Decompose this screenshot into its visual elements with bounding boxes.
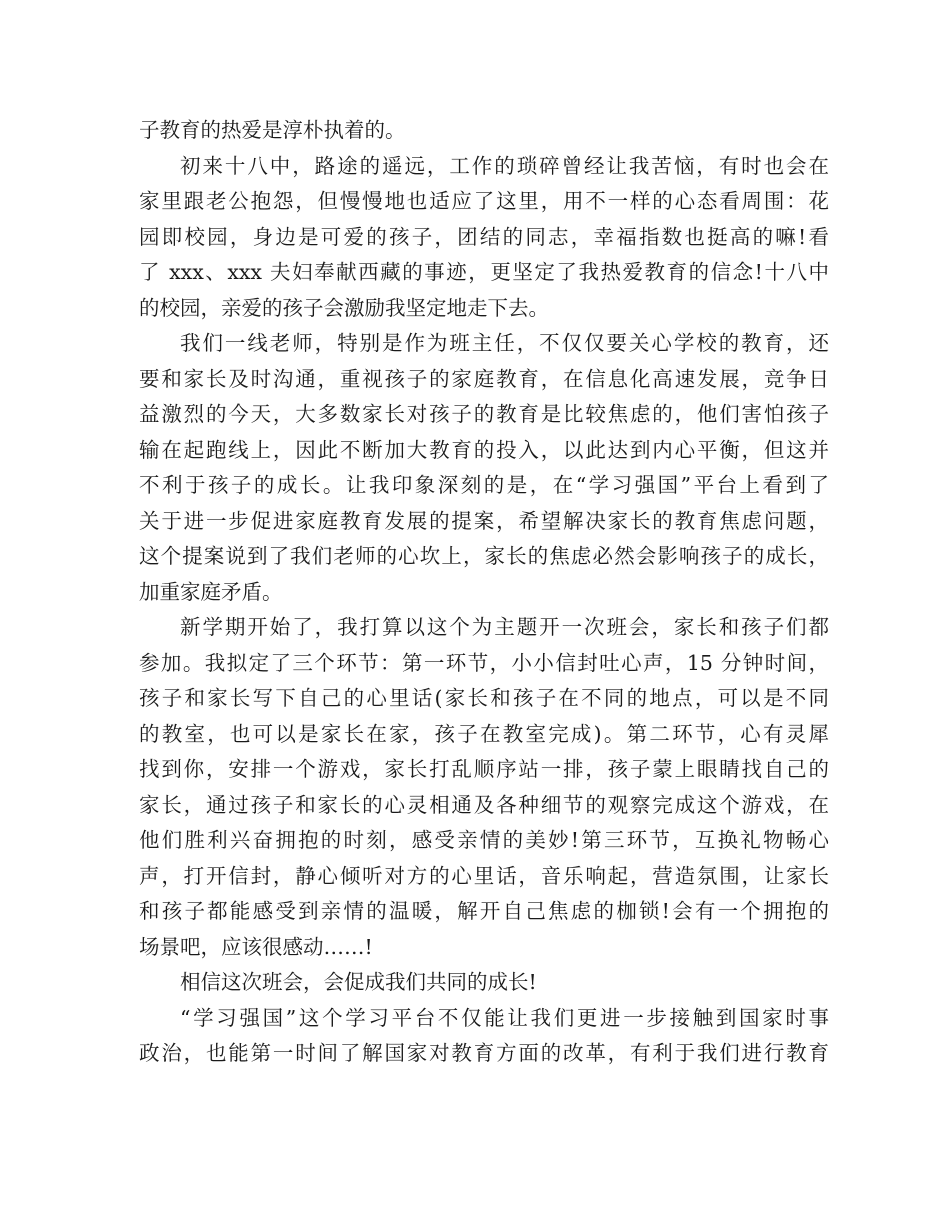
text-line: 的校园，亲爱的孩子会激励我坚定地走下去。: [139, 295, 549, 320]
text-line: 加重家庭矛盾。: [139, 579, 283, 604]
text-line: 这个提案说到了我们老师的心坎上，家长的焦虑必然会影响孩子的成长，: [139, 544, 829, 568]
text-line: 政治，也能第一时间了解国家对教育方面的改革，有利于我们进行教育: [139, 1041, 829, 1065]
text-line: 初来十八中，路途的遥远，工作的琐碎曾经让我苦恼，有时也会在: [180, 153, 829, 178]
text-line: 和孩子都能感受到亲情的温暖，解开自己焦虑的枷锁!会有一个拥抱的: [139, 899, 829, 923]
text-line: 关于进一步促进家庭教育发展的提案，希望解决家长的教育焦虑问题，: [139, 508, 829, 533]
body-text: [139, 113, 829, 1072]
text-line: 不利于孩子的成长。让我印象深刻的是，在“学习强国”平台上看到了: [139, 473, 829, 497]
text-line: 输在起跑线上，因此不断加大教育的投入，以此达到内心平衡，但这并: [139, 437, 829, 462]
text-line: “学习强国”这个学习平台不仅能让我们更进一步接触到国家时事: [180, 1005, 829, 1030]
text-line: 子教育的热爱是淳朴执着的。: [139, 118, 406, 142]
text-line: 我们一线老师，特别是作为班主任，不仅仅要关心学校的教育，还: [180, 331, 829, 355]
text-line: 新学期开始了，我打算以这个为主题开一次班会，家长和孩子们都: [180, 615, 829, 639]
text-line: 找到你，安排一个游戏，家长打乱顺序站一排，孩子蒙上眼睛找自己的: [139, 757, 829, 781]
text-line: 园即校园，身边是可爱的孩子，团结的同志，幸福指数也挺高的嘛!看: [139, 224, 829, 249]
text-line: 他们胜利兴奋拥抱的时刻，感受亲情的美妙!第三环节，互换礼物畅心: [139, 828, 829, 852]
text-line: 参加。我拟定了三个环节：第一环节，小小信封吐心声，15 分钟时间，: [139, 650, 829, 675]
text-line: 了 xxx、xxx 夫妇奉献西藏的事迹，更坚定了我热爱教育的信念!十八中: [139, 260, 829, 284]
text-line: 相信这次班会，会促成我们共同的成长!: [180, 970, 537, 994]
text-line: 的教室，也可以是家长在家，孩子在教室完成)。第二环节，心有灵犀: [139, 721, 829, 746]
text-line: 益激烈的今天，大多数家长对孩子的教育是比较焦虑的，他们害怕孩子: [139, 402, 829, 426]
text-line: 孩子和家长写下自己的心里话(家长和孩子在不同的地点，可以是不同: [139, 686, 829, 710]
text-line: 要和家长及时沟通，重视孩子的家庭教育，在信息化高速发展，竞争日: [139, 366, 829, 391]
text-line: 家长，通过孩子和家长的心灵相通及各种细节的观察完成这个游戏，在: [139, 792, 829, 817]
text-line: 家里跟老公抱怨，但慢慢地也适应了这里，用不一样的心态看周围：花: [139, 189, 829, 213]
text-line: 声，打开信封，静心倾听对方的心里话，音乐响起，营造氛围，让家长: [139, 863, 829, 888]
text-line: 场景吧，应该很感动……!: [139, 934, 373, 959]
